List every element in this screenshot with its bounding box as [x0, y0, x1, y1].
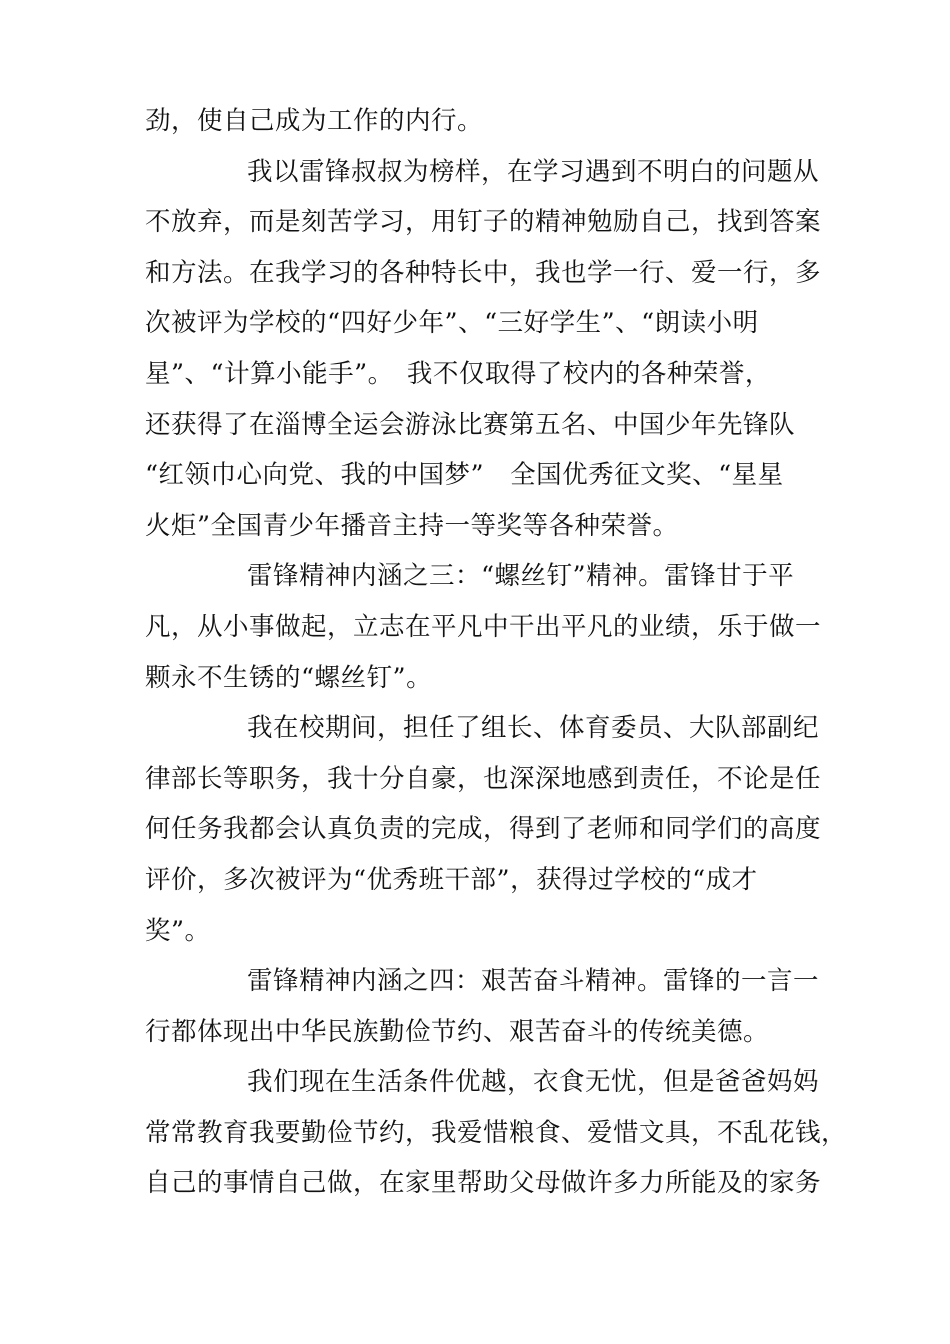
text-line: 我以雷锋叔叔为榜样，在学习遇到不明白的问题从: [247, 156, 820, 187]
text-line: 星”、“计算小能手”。 我不仅取得了校内的各种荣誉，: [145, 358, 771, 389]
text-line: 次被评为学校的“四好少年”、“三好学生”、“朗读小明: [145, 308, 759, 339]
text-line: 凡，从小事做起，立志在平凡中干出平凡的业绩，乐于做一: [145, 611, 822, 642]
text-line: 不放弃，而是刻苦学习，用钉子的精神勉励自己，找到答案: [145, 207, 822, 238]
text-line: 我在校期间，担任了组长、体育委员、大队部副纪: [247, 713, 820, 744]
text-line: 评价，多次被评为“优秀班干部”，获得过学校的“成才: [145, 864, 758, 895]
text-line: 我们现在生活条件优越，衣食无忧，但是爸爸妈妈: [247, 1067, 820, 1098]
text-line: 自己的事情自己做，在家里帮助父母做许多力所能及的家务: [145, 1168, 822, 1199]
text-line: 何任务我都会认真负责的完成，得到了老师和同学们的高度: [145, 814, 822, 845]
text-line: 奖”。: [145, 915, 211, 946]
document-page: [145, 96, 848, 1209]
text-line: 火炬”全国青少年播音主持一等奖等各种荣誉。: [145, 510, 679, 541]
text-line: 常常教育我要勤俭节约，我爱惜粮食、爱惜文具，不乱花钱，: [145, 1117, 848, 1148]
text-line: 律部长等职务，我十分自豪，也深深地感到责任，不论是任: [145, 763, 822, 794]
text-line: 还获得了在淄博全运会游泳比赛第五名、中国少年先锋队: [145, 409, 796, 440]
text-line: 雷锋精神内涵之四：艰苦奋斗精神。雷锋的一言一: [247, 966, 820, 997]
text-line: 劲，使自己成为工作的内行。: [145, 106, 484, 136]
text-line: “红领巾心向党、我的中国梦” 全国优秀征文奖、“星星: [145, 460, 784, 491]
text-line: 颗永不生锈的“螺丝钉”。: [145, 662, 433, 693]
text-line: 行都体现出中华民族勤俭节约、艰苦奋斗的传统美德。: [145, 1016, 770, 1047]
text-line: 雷锋精神内涵之三：“螺丝钉”精神。雷锋甘于平: [247, 561, 795, 592]
text-line: 和方法。在我学习的各种特长中，我也学一行、爱一行，多: [145, 257, 822, 288]
